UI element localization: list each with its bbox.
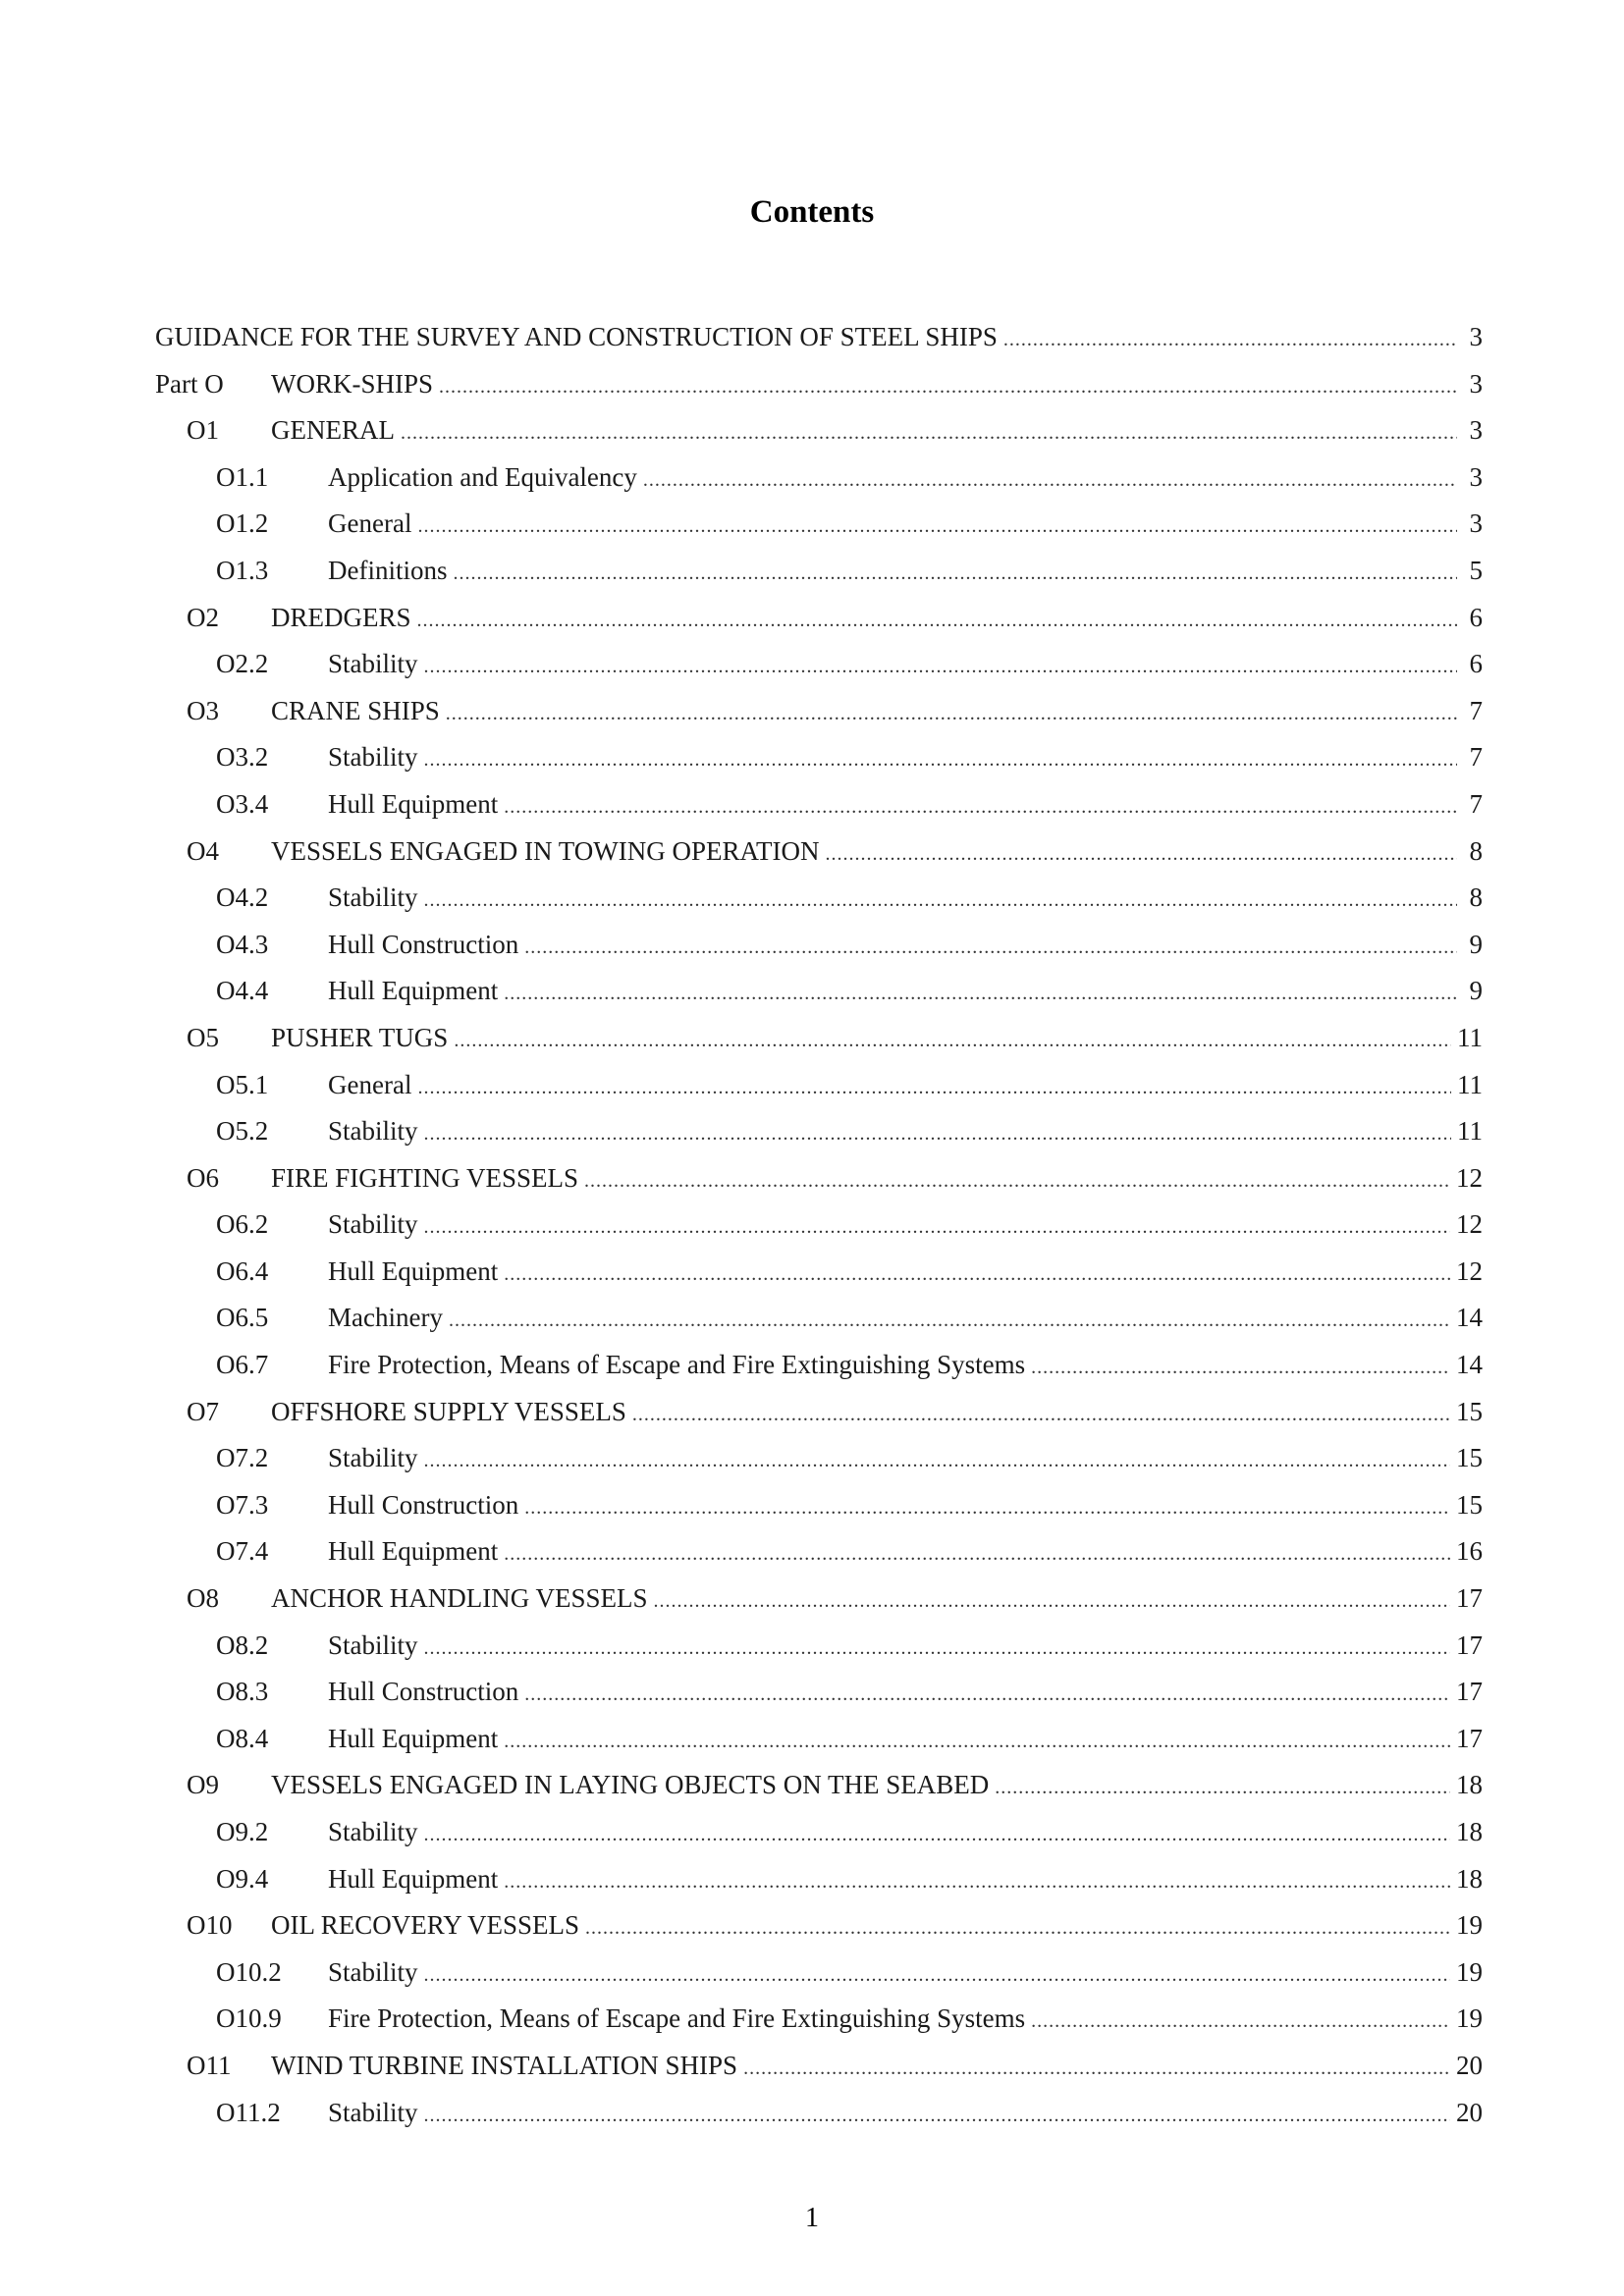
toc-entry-title: CRANE SHIPS: [271, 695, 440, 725]
toc-entry[interactable]: [155, 1249, 1483, 1296]
toc-entry-number: O6.7: [216, 1350, 269, 1380]
dot-leader: [424, 644, 1457, 691]
toc-entry-page: 3: [1469, 461, 1483, 492]
toc-entry-page: 12: [1456, 1255, 1483, 1286]
toc-entry[interactable]: [155, 1435, 1483, 1482]
dot-leader: [454, 1018, 1451, 1065]
toc-entry[interactable]: [155, 1155, 1483, 1202]
toc-entry-page: 11: [1457, 1022, 1483, 1052]
toc-entry-page: 8: [1469, 835, 1483, 866]
dot-leader: [424, 1438, 1450, 1485]
toc-entry-page: 17: [1456, 1583, 1483, 1614]
toc-entry[interactable]: [155, 1015, 1483, 1062]
toc-entry-title: Stability: [328, 649, 418, 679]
toc-entry[interactable]: [155, 1669, 1483, 1716]
toc-entry[interactable]: [155, 2090, 1483, 2137]
toc-entry[interactable]: [155, 875, 1483, 922]
toc-entry-number: O6.4: [216, 1255, 269, 1286]
toc-entry[interactable]: [155, 2043, 1483, 2090]
toc-entry-page: 12: [1456, 1209, 1483, 1240]
toc-entry-number: O4.2: [216, 882, 269, 913]
toc-entry[interactable]: [155, 1201, 1483, 1249]
dot-leader: [504, 971, 1457, 1018]
toc-entry-page: 7: [1469, 695, 1483, 725]
dot-leader: [524, 1672, 1450, 1719]
toc-entry-title: FIRE FIGHTING VESSELS: [271, 1162, 579, 1193]
dot-leader: [524, 1485, 1450, 1532]
toc-entry-number: O8.3: [216, 1677, 269, 1707]
toc-entry-page: 14: [1456, 1350, 1483, 1380]
toc-entry-page: 20: [1456, 2050, 1483, 2080]
dot-leader: [654, 1578, 1450, 1626]
toc-entry-number: O7.3: [216, 1489, 269, 1520]
dot-leader: [439, 364, 1457, 411]
toc-entry[interactable]: [155, 361, 1483, 408]
toc-entry[interactable]: [155, 1716, 1483, 1763]
toc-entry[interactable]: [155, 1809, 1483, 1856]
toc-entry-page: 17: [1456, 1629, 1483, 1660]
toc-entry-title: Stability: [328, 882, 418, 913]
dot-leader: [825, 831, 1457, 879]
toc-entry-title: Stability: [328, 2097, 418, 2127]
toc-entry-page: 12: [1456, 1162, 1483, 1193]
toc-entry-title: PUSHER TUGS: [271, 1022, 449, 1052]
dot-leader: [524, 925, 1457, 972]
toc-entry-number: O9: [187, 1770, 219, 1800]
toc-entry-number: O8.2: [216, 1629, 269, 1660]
toc-entry-page: 20: [1456, 2097, 1483, 2127]
toc-entry-title: Hull Equipment: [328, 1536, 499, 1567]
dot-leader: [743, 2046, 1450, 2093]
toc-entry-number: O10.9: [216, 2003, 282, 2034]
toc-entry-number: O10.2: [216, 1956, 282, 1987]
toc-entry-number: O6: [187, 1162, 219, 1193]
toc-entry[interactable]: [155, 641, 1483, 688]
toc-entry-page: 18: [1456, 1770, 1483, 1800]
toc-entry-title: Hull Equipment: [328, 976, 499, 1006]
toc-entry[interactable]: [155, 1575, 1483, 1623]
toc-entry-page: 19: [1456, 1910, 1483, 1941]
toc-entry-title: GUIDANCE FOR THE SURVEY AND CONSTRUCTION OF STEEL SHIPS: [155, 322, 998, 351]
toc-entry[interactable]: [155, 1762, 1483, 1809]
dot-leader: [504, 1252, 1450, 1299]
toc-entry[interactable]: [155, 968, 1483, 1015]
toc-entry-title: Stability: [328, 1443, 418, 1473]
toc-entry-number: O7.2: [216, 1443, 269, 1473]
dot-leader: [424, 1111, 1451, 1158]
toc-entry-number: O10: [187, 1910, 233, 1941]
dot-leader: [1031, 1999, 1450, 2046]
toc-entry-page: 6: [1469, 602, 1483, 632]
dot-leader: [417, 1065, 1451, 1112]
toc-entry-number: O11: [187, 2050, 232, 2080]
toc-entry-page: 17: [1456, 1723, 1483, 1753]
toc-entry[interactable]: [155, 1062, 1483, 1109]
toc-entry-title: Hull Equipment: [328, 1255, 499, 1286]
toc-entry-title: Definitions: [328, 555, 448, 585]
toc-entry-number: O3.4: [216, 788, 269, 819]
toc-entry-title: Hull Equipment: [328, 1863, 499, 1894]
toc-entry-number: O6.5: [216, 1303, 269, 1333]
toc-entry-title: WORK-SHIPS: [271, 368, 434, 399]
dot-leader: [504, 1531, 1450, 1578]
toc-entry-number: O4: [187, 835, 219, 866]
toc-entry-number: Part O: [155, 368, 224, 399]
dot-leader: [643, 457, 1457, 505]
page-title: Contents: [749, 194, 875, 230]
toc-entry-title: Fire Protection, Means of Escape and Fire Extinguishing Systems: [328, 1350, 1026, 1380]
toc-entry-title: WIND TURBINE INSTALLATION SHIPS: [271, 2050, 738, 2080]
toc-entry-page: 19: [1456, 2003, 1483, 2034]
dot-leader: [504, 1859, 1450, 1906]
toc-entry[interactable]: [155, 1902, 1483, 1949]
toc-entry-page: 18: [1456, 1817, 1483, 1846]
toc-entry-page: 5: [1469, 555, 1483, 585]
toc-entry-number: O11.2: [216, 2097, 281, 2127]
toc-entry-title: Hull Construction: [328, 1677, 519, 1707]
dot-leader: [449, 1298, 1450, 1345]
toc-entry[interactable]: [155, 688, 1483, 735]
dot-leader: [1031, 1345, 1450, 1392]
toc-entry-page: 19: [1456, 1956, 1483, 1987]
toc-entry-title: Stability: [328, 742, 418, 773]
toc-entry-title: DREDGERS: [271, 602, 411, 632]
toc-entry-number: O3.2: [216, 742, 269, 773]
dot-leader: [424, 1952, 1450, 2000]
toc-entry[interactable]: [155, 1623, 1483, 1670]
toc-entry[interactable]: [155, 1342, 1483, 1389]
toc-entry-title: Fire Protection, Means of Escape and Fire Extinguishing Systems: [328, 2003, 1026, 2034]
toc-entry[interactable]: [155, 828, 1483, 876]
toc-entry[interactable]: [155, 407, 1483, 454]
dot-leader: [1003, 317, 1457, 364]
toc-entry-number: O1.1: [216, 461, 269, 492]
toc-entry[interactable]: [155, 922, 1483, 969]
toc-entry-number: O5.2: [216, 1116, 269, 1147]
toc-entry[interactable]: [155, 1856, 1483, 1903]
toc-entry-title: ANCHOR HANDLING VESSELS: [271, 1583, 648, 1614]
dot-leader: [504, 784, 1457, 831]
toc-entry-number: O1: [187, 415, 219, 446]
toc-entry-title: VESSELS ENGAGED IN LAYING OBJECTS ON THE SEABED: [271, 1770, 990, 1800]
toc-entry-title: Hull Equipment: [328, 1723, 499, 1753]
toc-entry[interactable]: [155, 548, 1483, 595]
toc-entry-page: 6: [1469, 649, 1483, 679]
toc-entry-title: OFFSHORE SUPPLY VESSELS: [271, 1396, 626, 1426]
toc-entry-number: O7.4: [216, 1536, 269, 1567]
toc-entry[interactable]: [155, 314, 1483, 361]
toc-entry-number: O5.1: [216, 1069, 269, 1099]
dot-leader: [417, 598, 1457, 645]
toc-entry-number: O6.2: [216, 1209, 269, 1240]
toc-entry-page: 7: [1469, 788, 1483, 819]
toc-entry-page: 14: [1456, 1303, 1483, 1333]
toc-entry[interactable]: [155, 1389, 1483, 1436]
toc-entry-page: 3: [1469, 415, 1483, 446]
toc-entry-page: 7: [1469, 742, 1483, 773]
toc-entry-page: 17: [1456, 1677, 1483, 1707]
toc-entry-number: O2: [187, 602, 219, 632]
toc-entry-page: 18: [1456, 1863, 1483, 1894]
dot-leader: [424, 1626, 1450, 1673]
toc-entry-page: 3: [1469, 508, 1483, 539]
toc-entry-page: 8: [1469, 882, 1483, 913]
toc-entry-number: O8.4: [216, 1723, 269, 1753]
toc-entry[interactable]: [155, 734, 1483, 781]
toc-entry-title: Stability: [328, 1116, 418, 1147]
toc-entry[interactable]: [155, 501, 1483, 548]
toc-entry-number: O8: [187, 1583, 219, 1614]
toc-entry-page: 15: [1456, 1489, 1483, 1520]
toc-entry-title: Stability: [328, 1956, 418, 1987]
toc-entry-title: GENERAL: [271, 415, 395, 446]
toc-entry-page: 9: [1469, 929, 1483, 959]
toc-entry-title: VESSELS ENGAGED IN TOWING OPERATION: [271, 835, 820, 866]
toc-entry-number: O9.4: [216, 1863, 269, 1894]
toc-entry-number: O7: [187, 1396, 219, 1426]
toc-entry-number: O4.3: [216, 929, 269, 959]
dot-leader: [585, 1905, 1450, 1952]
toc-entry[interactable]: [155, 1528, 1483, 1575]
toc-entry-page: 3: [1469, 322, 1483, 351]
toc-entry-title: General: [328, 508, 412, 539]
toc-entry-page: 15: [1456, 1443, 1483, 1473]
dot-leader: [632, 1392, 1450, 1439]
dot-leader: [424, 737, 1457, 784]
toc-entry[interactable]: [155, 1108, 1483, 1155]
toc-entry-number: O4.4: [216, 976, 269, 1006]
dot-leader: [417, 504, 1457, 551]
dot-leader: [424, 878, 1457, 925]
toc-entry-page: 16: [1456, 1536, 1483, 1567]
toc-entry-title: Stability: [328, 1629, 418, 1660]
toc-entry[interactable]: [155, 781, 1483, 828]
dot-leader: [424, 2093, 1450, 2140]
page-number: 1: [805, 2203, 819, 2233]
dot-leader: [446, 691, 1457, 738]
toc-entry-number: O9.2: [216, 1817, 269, 1846]
toc-entry-page: 15: [1456, 1396, 1483, 1426]
toc-entry[interactable]: [155, 1482, 1483, 1529]
toc-entry[interactable]: [155, 454, 1483, 502]
toc-entry-title: Hull Construction: [328, 929, 519, 959]
dot-leader: [995, 1765, 1450, 1812]
toc-entry[interactable]: [155, 1949, 1483, 1997]
toc-entry-page: 3: [1469, 368, 1483, 399]
toc-entry-title: Stability: [328, 1209, 418, 1240]
dot-leader: [401, 410, 1457, 457]
dot-leader: [504, 1719, 1450, 1766]
dot-leader: [424, 1812, 1450, 1859]
toc-entry-number: O1.2: [216, 508, 269, 539]
toc-entry-title: Stability: [328, 1817, 418, 1846]
toc-entry[interactable]: [155, 1295, 1483, 1342]
dot-leader: [454, 551, 1458, 598]
dot-leader: [424, 1204, 1450, 1252]
toc-entry-title: OIL RECOVERY VESSELS: [271, 1910, 580, 1941]
toc-entry-title: Application and Equivalency: [328, 461, 637, 492]
dot-leader: [584, 1158, 1450, 1205]
toc-entry-number: O2.2: [216, 649, 269, 679]
toc-entry[interactable]: [155, 595, 1483, 642]
toc-entry-number: O1.3: [216, 555, 269, 585]
table-of-contents: [155, 314, 1483, 2136]
toc-entry-page: 9: [1469, 976, 1483, 1006]
toc-entry-number: O5: [187, 1022, 219, 1052]
toc-entry-page: 11: [1457, 1116, 1483, 1147]
toc-entry-title: Hull Construction: [328, 1489, 519, 1520]
toc-entry[interactable]: [155, 1996, 1483, 2043]
toc-entry-number: O3: [187, 695, 219, 725]
toc-entry-title: General: [328, 1069, 412, 1099]
toc-entry-title: Hull Equipment: [328, 788, 499, 819]
toc-entry-page: 11: [1457, 1069, 1483, 1099]
toc-entry-title: Machinery: [328, 1303, 443, 1333]
